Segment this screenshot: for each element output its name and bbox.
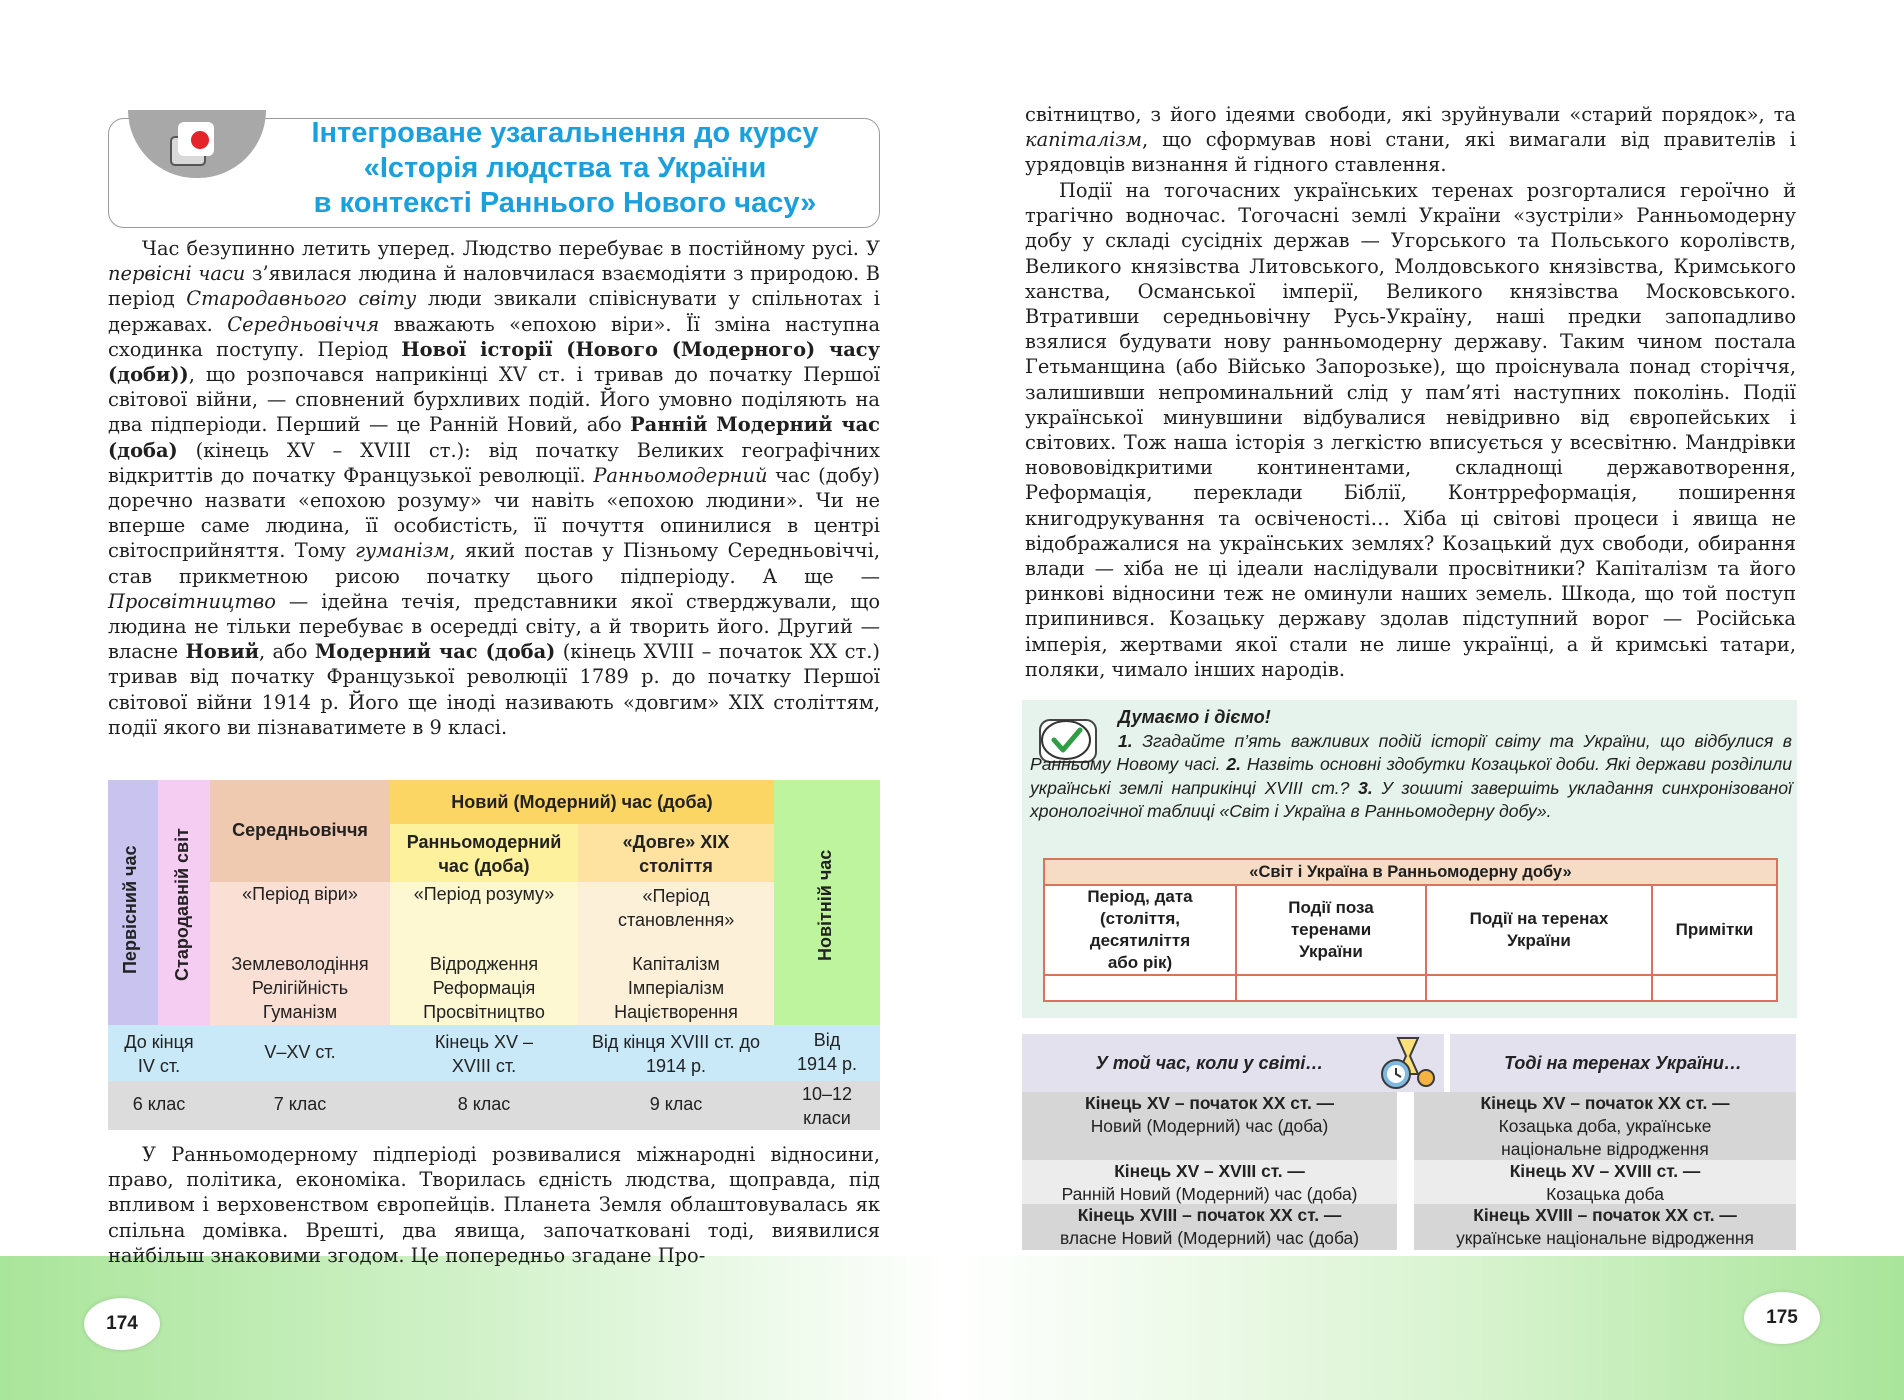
epoch-early: «Період розуму» [413,884,555,904]
ukraine-row-2: Кінець XV – XVIII ст. — Козацька доба [1414,1160,1796,1204]
epoch-long: «Період становлення» [618,886,735,930]
intro-paragraph: Час безупинно летить уперед. Людство перебуває в постійному русі. У первісні часи з’явилася людина й наловчилася взаємодіяти з природою. В період Стародавнього світу люди звикали співіснувати у спільнотах і державах. Середньовіччя вважають «епохою віри». Її зміна наступна сходинка поступу. Період Нової історії (Нового (Модерного) часу (доби)), що розпочався наприкінці XV ст. і тривав до початку Першої світової війни, — сповнений бурхливих подій. Його умовно поділяють на два підперіоди. Перший — це Ранній Новий, або Ранній Модерний час (доба) (кінець XV – XVIII ст.): від початку Великих географічних відкриттів до початку Французької революції. Ранньомодерний час (добу) доречно назвати «епохою розуму» чи навіть «епохою людини». Чи не вперше саме людина, її особистість, її почуття опинилися в центрі світосприйняття. Тому гуманізм, який постав у Пізньому Середньовіччі, став прикметною рисою початку цього підперіоду. А ще — Просвітництво — ідейна течія, представники якої стверджували, що людина не тільки перебуває в осередді світу, а й творить його. Другий — власне Новий, або Модерний час (доба) (кінець XVIII – початок XX ст.) тривав від початку Французької революції 1789 р. до початку Першої світової війни 1914 р. Його ще іноді називають «довгим» XIX століттям, події якого ви пізнаватимете в 9 класі. [108,237,881,739]
outro-paragraph: У Ранньомодерному підперіоді розвивалися міжнародні відносини, право, політика, економіка. Творилась єдність людства, щоправда, під впливом і верховенством європейців. Планета Земля облаштовувалась як спільна домівка. Врешті, два явища, започатковані тоді, виявилися найбільш знаковими згодом. Це попередньо згадане Про- [108,1143,880,1267]
trait-early-1: Відродження [429,954,539,974]
world-row-3: Кінець XVIII – початок XX ст. — власне Новий (Модерний) час (доба) [1022,1204,1397,1250]
think-act-title: Думаємо і діємо! [1118,707,1271,727]
trait-long-2: Імперіалізм [627,978,725,998]
grade-7: 7 клас [273,1094,327,1114]
epoch-middle: «Період віри» [242,884,358,904]
trait-middle-2: Релігійність [251,978,349,998]
col-long-header: «Довге» XIX століття [578,824,774,882]
grade-9: 9 клас [649,1094,703,1114]
date-middle: V–XV ст. [264,1042,336,1062]
right-paragraph-1: світництво, з його ідеями свободи, які зруйнували «старий порядок», та капіталізм, що сформував нові стани, які вимагали від правителів і урядовців визнання й гідного ставлення. [1025,103,1796,177]
trait-early-3: Просвітництво [423,1002,545,1022]
trait-long-3: Націєтворення [614,1002,738,1022]
col-early-header: Ранньомодерний час (доба) [390,824,578,882]
col-newest-label: Новітній час [815,849,835,961]
worktable-col-world: Події поза теренами України [1237,886,1427,974]
grade-6: 6 клас [132,1094,186,1114]
hourglass-clock-icon [1374,1034,1444,1092]
date-primitive: До кінця IV ст. [124,1032,194,1076]
trait-middle-1: Землеволодіння [231,954,369,974]
right-paragraph-2: Події на тогочасних українських теренах розгорталися героїчно й трагічно водночас. Тогочасні землі України «зустріли» Ранньомодерну добу у складі сусідніх держав — Угорського та Польського королівств, Великого князівства Литовського, Молдовського князівства, Кримського ханства, Османської імперії, Великого князівства Московського. Втративши середньовічну Русь-Україну, наші предки запопадливо взялися будувати нову ранньомодерну державу. Таким чином постала Гетьманщина (або Військо Запорозьке), що проіснувала понад сторіччя, залишивши непроминальний слід у пам’яті наступних поколінь. Події української минувшини відбувалися невідривно від європейських і світових. Тож наша історія з легкістю вписується у всесвітню. Мандрівки новововідкритими континентами, складнощі державотворення, Реформація, переклади Біблії, Контрреформація, поширення книгодрукування та освіченості… Хіба ці світові процеси і явища не відображалися на українських землях? Козацький дух свободи, обирання влади — хіба не ці ідеали наслідували просвітники? Капіталізм та його ринкові відносини теж не оминули наших земель. Шкода, що той поступ припинився. Козацьку державу здолав підступний ворог — Російська імперія, жертвами якої стали не лише українці, а й кримські татари, поляки, чимало інших народів. [1025,179,1796,681]
col-middle-header: Середньовіччя [210,780,390,882]
world-row-1: Кінець XV – початок XX ст. — Новий (Модерний) час (доба) [1022,1092,1397,1160]
grade-8: 8 клас [457,1094,511,1114]
world-row-2: Кінець XV – XVIII ст. — Ранній Новий (Модерний) час (доба) [1022,1160,1397,1204]
worktable-col-period: Період, дата (століття, десятиліття або рік) [1045,886,1237,974]
worktable-col-notes: Примітки [1653,886,1776,974]
date-newest: Від 1914 р. [796,1030,858,1074]
col-primitive-label: Первісний час [120,845,140,975]
col-ancient-label: Стародавній світ [172,828,192,982]
ukraine-header: Тоді на теренах України… [1450,1034,1796,1092]
page-number-left: 174 [84,1298,160,1350]
think-act-tasks: 1. Згадайте п’ять важливих подій історії світу та України, що відбулися в Ранньому Новому часі. 2. Назвіть основні здобутки Козацької доби. Які держави розділили українські землі наприкінці XVIII ст.? 3. У зошиті завершіть укладання синхронізованої хронологічної таблиці «Світ і Україна в Ранньомодерну добу». [1030,730,1792,821]
ukraine-row-3: Кінець XVIII – початок XX ст. — українське національне відродження [1414,1204,1796,1250]
page-title: Інтегроване узагальнення до курсу «Історія людства та України в контексті Раннього Нового часу» [311,117,819,219]
page-number-right: 175 [1744,1292,1820,1344]
worktable-title: «Світ і Україна в Ранньомодерну добу» [1045,860,1776,886]
date-early: Кінець XV – XVIII ст. [434,1032,534,1076]
ukraine-row-1: Кінець XV – початок XX ст. — Козацька доба, українське національне відродження [1414,1092,1796,1160]
col-new-header: Новий (Модерний) час (доба) [390,780,774,824]
date-long: Від кінця XVIII ст. до 1914 р. [591,1032,761,1076]
trait-early-2: Реформація [432,978,536,998]
worktable-col-ukraine: Події на теренах України [1427,886,1653,974]
world-header: У той час, коли у світі… [1022,1034,1397,1092]
grade-10-12: 10–12 класи [801,1084,853,1128]
trait-long-1: Капіталізм [632,954,720,974]
trait-middle-3: Гуманізм [262,1002,338,1022]
